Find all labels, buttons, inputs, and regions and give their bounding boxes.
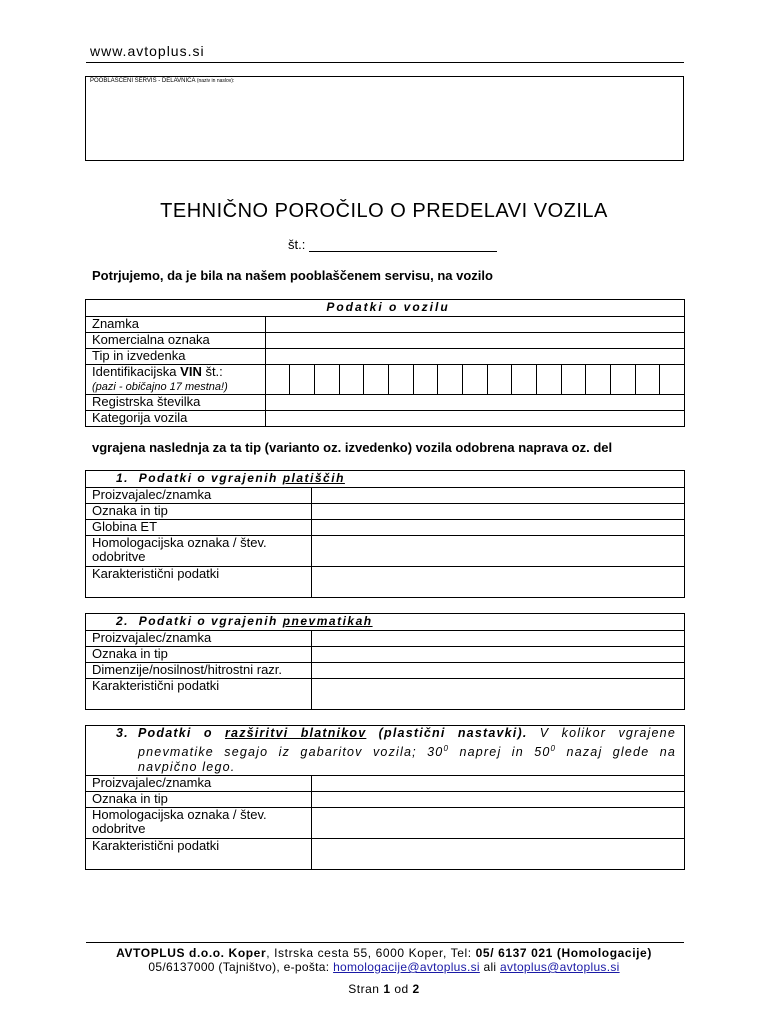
section2-title-underlined: pnevmatikah (282, 614, 373, 628)
number-field[interactable] (309, 239, 497, 252)
value-field[interactable] (311, 808, 684, 839)
footer-tel: 05/ 6137 021 (Homologacije) (475, 946, 652, 960)
row-label: Kategorija vozila (86, 411, 266, 427)
vehicle-table (85, 299, 685, 427)
website-header: www.avtoplus.si (90, 43, 205, 59)
page-current: 1 (383, 982, 391, 996)
value-field[interactable] (265, 333, 684, 349)
vin-cell[interactable] (562, 365, 587, 394)
header-divider (86, 62, 684, 63)
section1-title: Podatki o vgrajenih (138, 471, 283, 485)
value-field[interactable] (311, 839, 684, 870)
servis-label (90, 78, 234, 84)
vin-label-post: št.: (201, 364, 223, 379)
value-field[interactable] (311, 631, 684, 647)
servis-label-text: POOBLAŠČENI SERVIS - DELAVNICA (90, 78, 196, 84)
footer-line2-mid: ali (479, 960, 501, 974)
section3-title-paren: (plastični nastavki). (366, 726, 528, 740)
value-field[interactable] (311, 504, 684, 520)
vin-label-bold: VIN (180, 364, 202, 379)
vin-cell[interactable] (389, 365, 414, 394)
row-label: Karakteristični podatki (86, 679, 312, 710)
installed-text: vgrajena naslednja za ta tip (varianto oz. izvedenko) vozila odobrena naprava oz. del (92, 440, 613, 455)
vin-cell[interactable] (512, 365, 537, 394)
row-label: Registrska številka (86, 395, 266, 411)
section1-table (85, 470, 685, 598)
value-field[interactable] (265, 411, 684, 427)
value-field[interactable] (311, 647, 684, 663)
section1-header (86, 471, 685, 488)
value-field[interactable] (311, 679, 684, 710)
servis-box (85, 76, 684, 161)
row-label: Karakteristični podatki (86, 839, 312, 870)
vin-cell[interactable] (660, 365, 684, 394)
number-line (288, 237, 497, 252)
vin-note: (pazi - običajno 17 mestna!) (92, 381, 228, 393)
value-field[interactable] (311, 567, 684, 598)
value-field[interactable] (265, 317, 684, 333)
section1-num: 1. (116, 471, 130, 485)
vin-cell[interactable] (586, 365, 611, 394)
page-total: 2 (412, 982, 420, 996)
row-label: Homologacijska oznaka / štev. odobritve (86, 808, 312, 839)
value-field[interactable] (311, 488, 684, 504)
vin-cells[interactable] (265, 365, 684, 395)
vehicle-table-header: Podatki o vozilu (86, 300, 685, 317)
value-field[interactable] (265, 349, 684, 365)
section1-title-underlined: platiščih (282, 471, 345, 485)
footer-line2 (0, 960, 768, 974)
intro-text: Potrjujemo, da je bila na našem pooblaščenem servisu, na vozilo (92, 268, 493, 283)
section3-sup-b: 0 (550, 744, 557, 753)
footer-address: , Istrska cesta 55, 6000 Koper, Tel: (266, 946, 476, 960)
vin-cell[interactable] (463, 365, 488, 394)
vin-cell[interactable] (340, 365, 365, 394)
row-label: Proizvajalec/znamka (86, 488, 312, 504)
footer-divider (86, 942, 684, 943)
number-label: št.: (288, 237, 306, 252)
vin-cell[interactable] (266, 365, 291, 394)
row-label: Homologacijska oznaka / štev. odobritve (86, 536, 312, 567)
vin-cell[interactable] (488, 365, 513, 394)
footer-line1 (0, 946, 768, 960)
footer-line2-text: 05/6137000 (Tajništvo), e-pošta: (148, 960, 334, 974)
section2-header (86, 614, 685, 631)
vin-cell[interactable] (537, 365, 562, 394)
email-link-homologacije[interactable]: homologacije@avtoplus.si (333, 960, 480, 974)
row-label: Oznaka in tip (86, 792, 312, 808)
vin-cell[interactable] (364, 365, 389, 394)
vin-cell[interactable] (438, 365, 463, 394)
page-of: od (390, 982, 413, 996)
vin-label (86, 365, 266, 395)
vin-label-pre: Identifikacijska (92, 364, 181, 379)
page-number (0, 982, 768, 996)
section3-sup-a: 0 (443, 744, 450, 753)
section2-table (85, 613, 685, 710)
page-title: TEHNIČNO POROČILO O PREDELAVI VOZILA (160, 200, 608, 222)
section2-num: 2. (116, 614, 130, 628)
vin-cell[interactable] (414, 365, 439, 394)
value-field[interactable] (265, 395, 684, 411)
vin-cell[interactable] (315, 365, 340, 394)
footer-company: AVTOPLUS d.o.o. Koper (116, 946, 267, 960)
value-field[interactable] (311, 663, 684, 679)
section3-text-c: nazaj glede na navpično lego. (138, 745, 677, 775)
value-field[interactable] (311, 520, 684, 536)
value-field[interactable] (311, 536, 684, 567)
row-label: Globina ET (86, 520, 312, 536)
row-label: Oznaka in tip (86, 504, 312, 520)
section2-title: Podatki o vgrajenih (138, 614, 283, 628)
row-label: Oznaka in tip (86, 647, 312, 663)
section3-table (85, 725, 685, 870)
section3-text-a: V kolikor vgrajene pnevmatike segajo iz gabaritov vozila; 30 (138, 726, 676, 760)
row-label: Komercialna oznaka (86, 333, 266, 349)
value-field[interactable] (311, 776, 684, 792)
row-label: Proizvajalec/znamka (86, 776, 312, 792)
row-label: Dimenzije/nosilnost/hitrostni razr. (86, 663, 312, 679)
email-link-avtoplus[interactable]: avtoplus@avtoplus.si (500, 960, 620, 974)
section3-text-b: naprej in 50 (449, 745, 551, 760)
vin-cell[interactable] (290, 365, 315, 394)
section3-num: 3. (116, 726, 129, 740)
page-label: Stran (348, 982, 384, 996)
row-label: Karakteristični podatki (86, 567, 312, 598)
row-label: Znamka (86, 317, 266, 333)
servis-label-small: (naziv in naslov): (196, 78, 235, 84)
vin-cell[interactable] (611, 365, 636, 394)
section3-title-underlined: razširitvi blatnikov (224, 726, 367, 740)
vin-cell[interactable] (636, 365, 661, 394)
value-field[interactable] (311, 792, 684, 808)
section3-header (86, 726, 685, 776)
row-label: Tip in izvedenka (86, 349, 266, 365)
section3-title: Podatki o (138, 726, 225, 740)
row-label: Proizvajalec/znamka (86, 631, 312, 647)
